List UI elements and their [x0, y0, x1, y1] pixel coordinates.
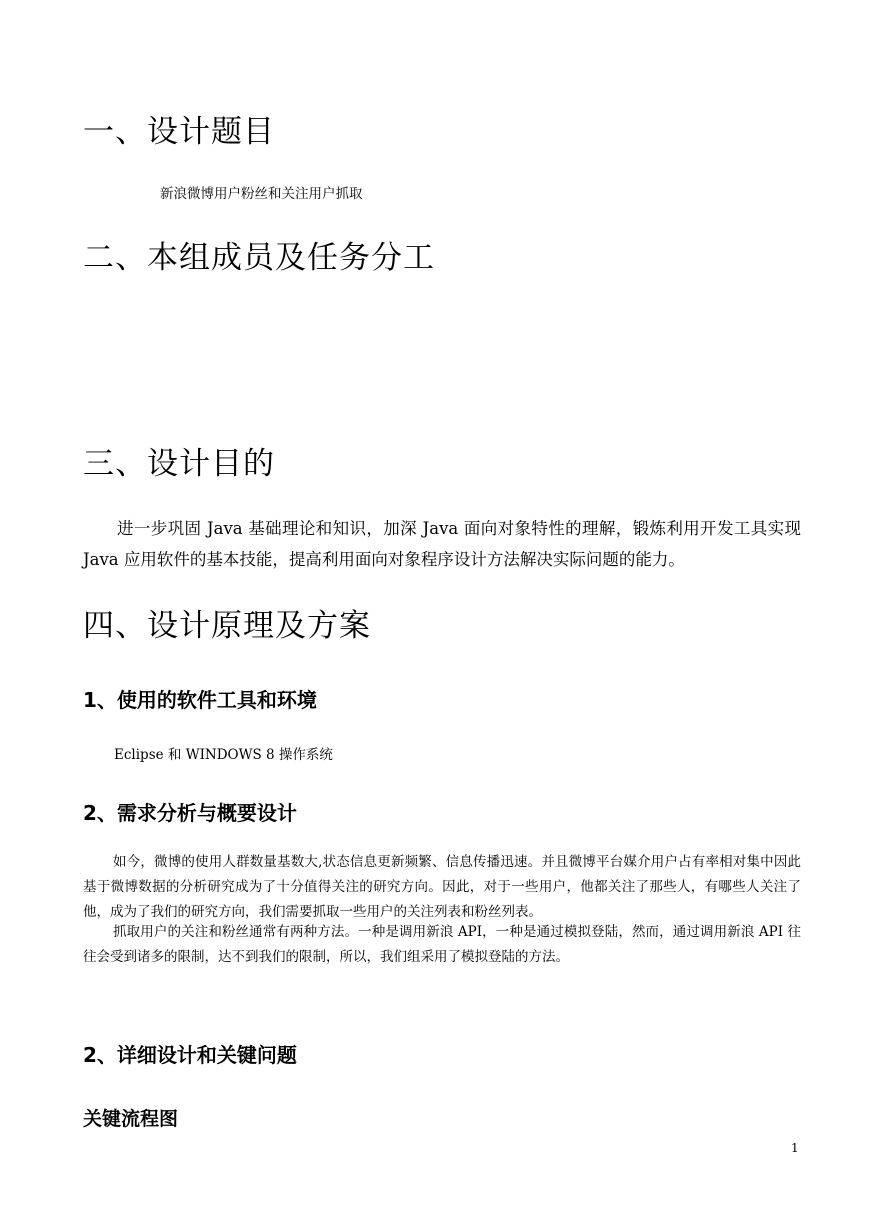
subsection-requirements-title: 2、需求分析与概要设计 [83, 801, 297, 825]
design-topic-text: 新浪微博用户粉丝和关注用户抓取 [160, 186, 363, 202]
section-4-title: 四、设计原理及方案 [83, 608, 371, 644]
subsection-tools-title: 1、使用的软件工具和环境 [83, 688, 317, 712]
flowchart-title: 关键流程图 [83, 1108, 179, 1130]
tools-environment-text: Eclipse 和 WINDOWS 8 操作系统 [114, 747, 333, 763]
section-1-title: 一、设计题目 [83, 114, 275, 150]
subsection-detailed-design-title: 2、详细设计和关键问题 [83, 1043, 297, 1067]
page-number: 1 [791, 1141, 799, 1155]
section-2-title: 二、本组成员及任务分工 [83, 240, 435, 276]
section-3-title: 三、设计目的 [83, 446, 275, 482]
design-purpose-paragraph: 进一步巩固 Java 基础理论和知识，加深 Java 面向对象特性的理解，锻炼利用开发工具实现 Java 应用软件的基本技能，提高利用面向对象程序设计方法解决实际问题的能力。 [83, 519, 801, 569]
requirements-paragraph-1: 如今，微博的使用人群数量基数大,状态信息更新频繁、信息传播迅速。并且微博平台媒介用户占有率相对集中因此基于微博数据的分析研究成为了十分值得关注的研究方向。因此，对于一些用户，他都关注了那些人，有哪些人关注了他，成为了我们的研究方向，我们需要抓取一些用户的关注列表和粉丝列表。 [83, 854, 801, 920]
requirements-paragraph-2: 抓取用户的关注和粉丝通常有两种方法。一种是调用新浪 API，一种是通过模拟登陆，然而，通过调用新浪 API 往往会受到诸多的限制，达不到我们的限制，所以，我们组采用了模拟登陆的方法。 [83, 924, 801, 965]
